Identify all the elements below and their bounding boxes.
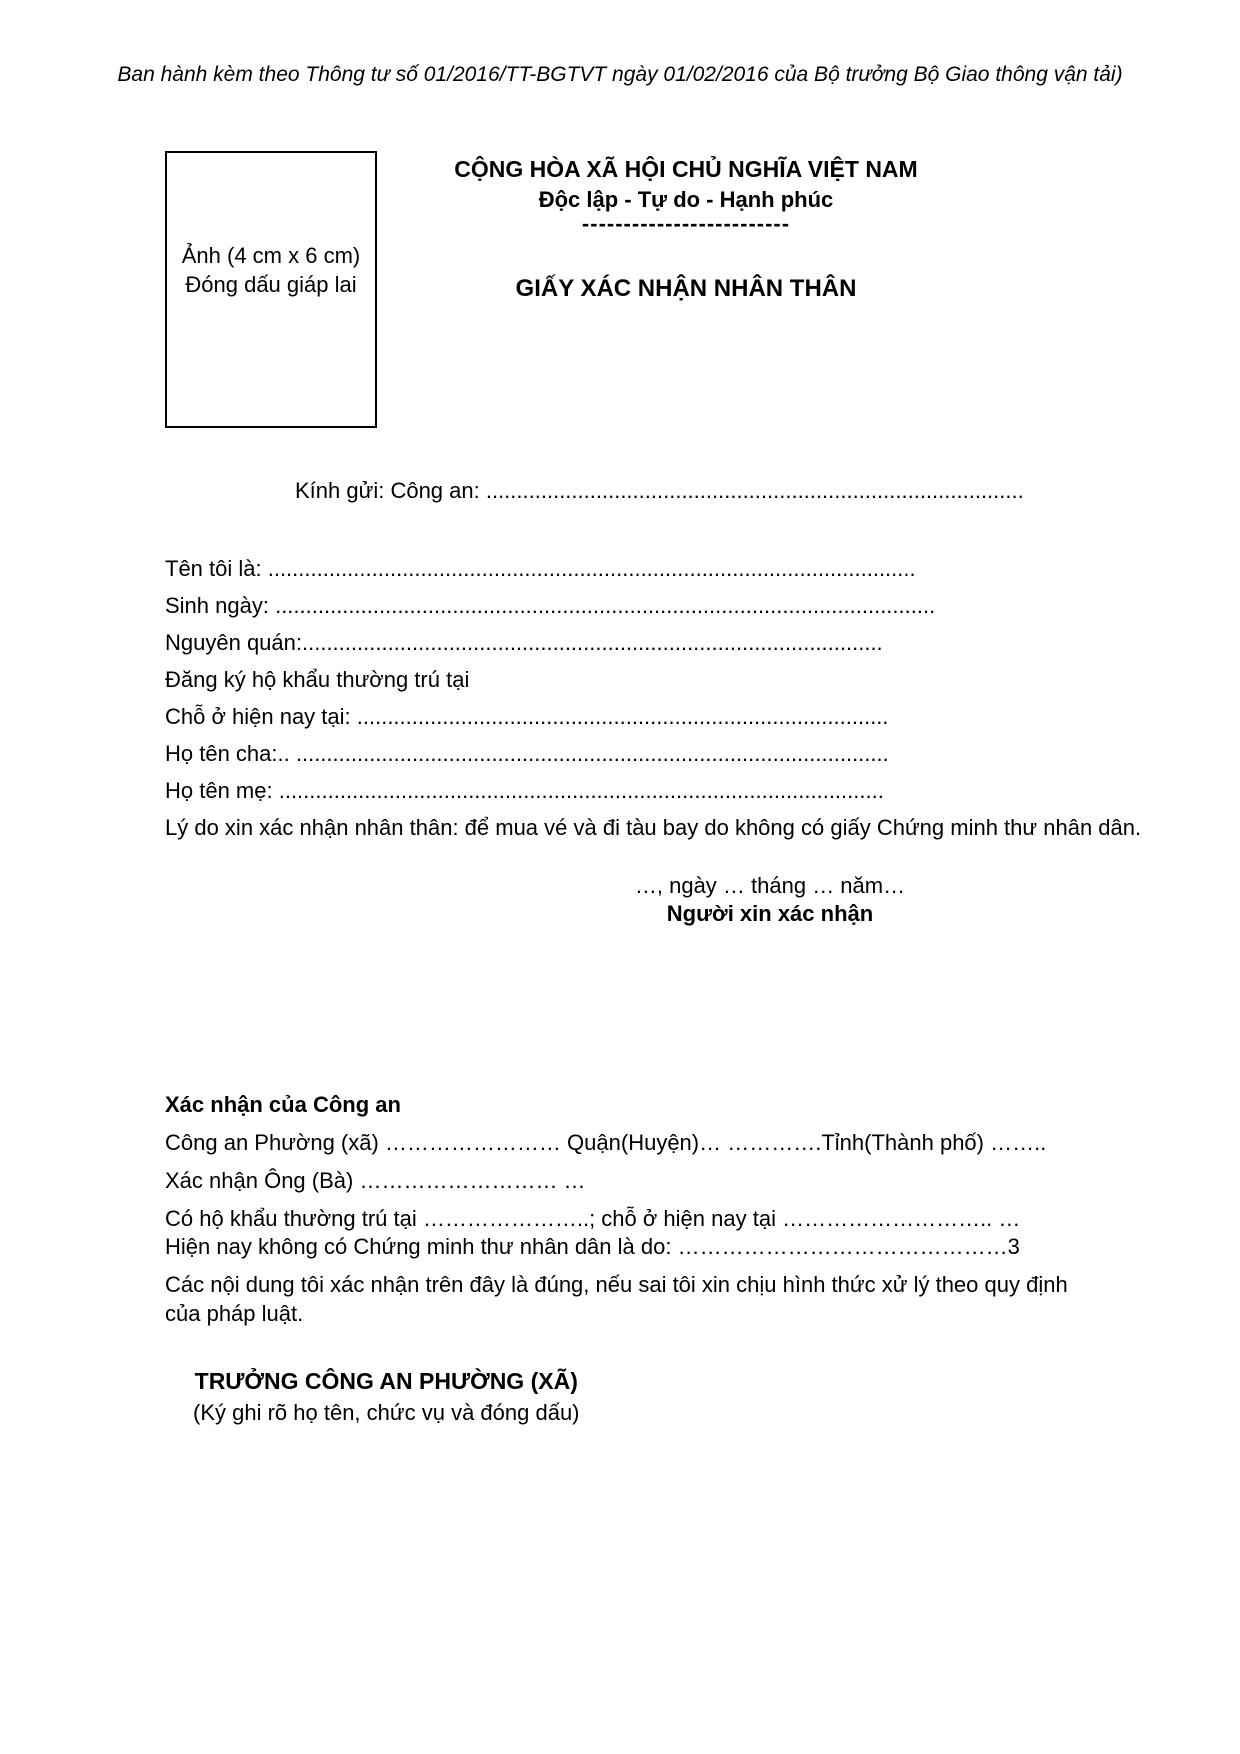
issuance-note: Ban hành kèm theo Thông tư số 01/2016/TT-BGTVT ngày 01/02/2016 của Bộ trưởng Bộ Giao thông vận tải) bbox=[117, 63, 1123, 86]
field-permanent-residence: Đăng ký hộ khẩu thường trú tại bbox=[165, 667, 470, 692]
date-placeholder-line: …, ngày … tháng … năm… bbox=[634, 873, 906, 898]
police-residence-line: Có hộ khẩu thường trú tại …………………..; chỗ ở hiện nay tại ……………………….. … bbox=[165, 1206, 1021, 1231]
police-confirmation-section bbox=[0, 1086, 1240, 1428]
police-chief-title: TRƯỞNG CÔNG AN PHƯỜNG (XÃ) bbox=[194, 1368, 578, 1394]
applicant-signature-block bbox=[570, 872, 970, 928]
field-reason: Lý do xin xác nhận nhân thân: để mua vé và đi tàu bay do không có giấy Chứng minh thư nhân dân. bbox=[165, 815, 1142, 840]
photo-box-stamp-label: Đóng dấu giáp lai bbox=[185, 271, 357, 297]
police-residence-pair bbox=[165, 1205, 1075, 1261]
police-chief-signing-note: (Ký ghi rõ họ tên, chức vụ và đóng dấu) bbox=[193, 1400, 580, 1425]
police-chief-signature-block bbox=[193, 1366, 580, 1428]
field-place-of-origin: Nguyên quán:............................................................................................... bbox=[165, 630, 883, 655]
national-motto: Độc lập - Tự do - Hạnh phúc bbox=[538, 187, 834, 212]
national-header bbox=[377, 151, 1075, 428]
motto-divider: ------------------------- bbox=[581, 211, 791, 236]
applicant-signature-label: Người xin xác nhận bbox=[666, 901, 874, 926]
police-legal-statement: Các nội dung tôi xác nhận trên đây là đúng, nếu sai tôi xin chịu hình thức xử lý theo quy định của pháp luật. bbox=[165, 1272, 1068, 1326]
country-name: CỘNG HÒA XÃ HỘI CHỦ NGHĨA VIỆT NAM bbox=[454, 156, 918, 182]
police-no-id-reason-line: Hiện nay không có Chứng minh thư nhân dân là do: ………………………………………3 bbox=[165, 1234, 1020, 1259]
police-confirm-person-line: Xác nhận Ông (Bà) ……………………… … bbox=[165, 1168, 586, 1193]
field-father-name: Họ tên cha:.. ................................................................................................. bbox=[165, 741, 889, 766]
field-current-residence: Chỗ ở hiện nay tại: ....................................................................................... bbox=[165, 704, 889, 729]
header-row bbox=[0, 151, 1240, 428]
field-date-of-birth: Sinh ngày: ............................................................................................................ bbox=[165, 593, 936, 618]
field-mother-name: Họ tên mẹ: ................................................................................................... bbox=[165, 778, 884, 803]
field-full-name: Tên tôi là: .......................................................................................................... bbox=[165, 556, 916, 581]
photo-box bbox=[165, 151, 377, 428]
photo-box-size-label: Ảnh (4 cm x 6 cm) bbox=[181, 242, 361, 268]
form-fields bbox=[0, 550, 1240, 846]
document-title: GIẤY XÁC NHẬN NHÂN THÂN bbox=[515, 275, 857, 302]
police-unit-line: Công an Phường (xã) …………………… Quận(Huyện)… ………….Tỉnh(Thành phố) …….. bbox=[165, 1130, 1047, 1155]
salutation-line: Kính gửi: Công an: ........................................................................................ bbox=[295, 478, 1024, 503]
police-section-heading: Xác nhận của Công an bbox=[165, 1092, 401, 1117]
